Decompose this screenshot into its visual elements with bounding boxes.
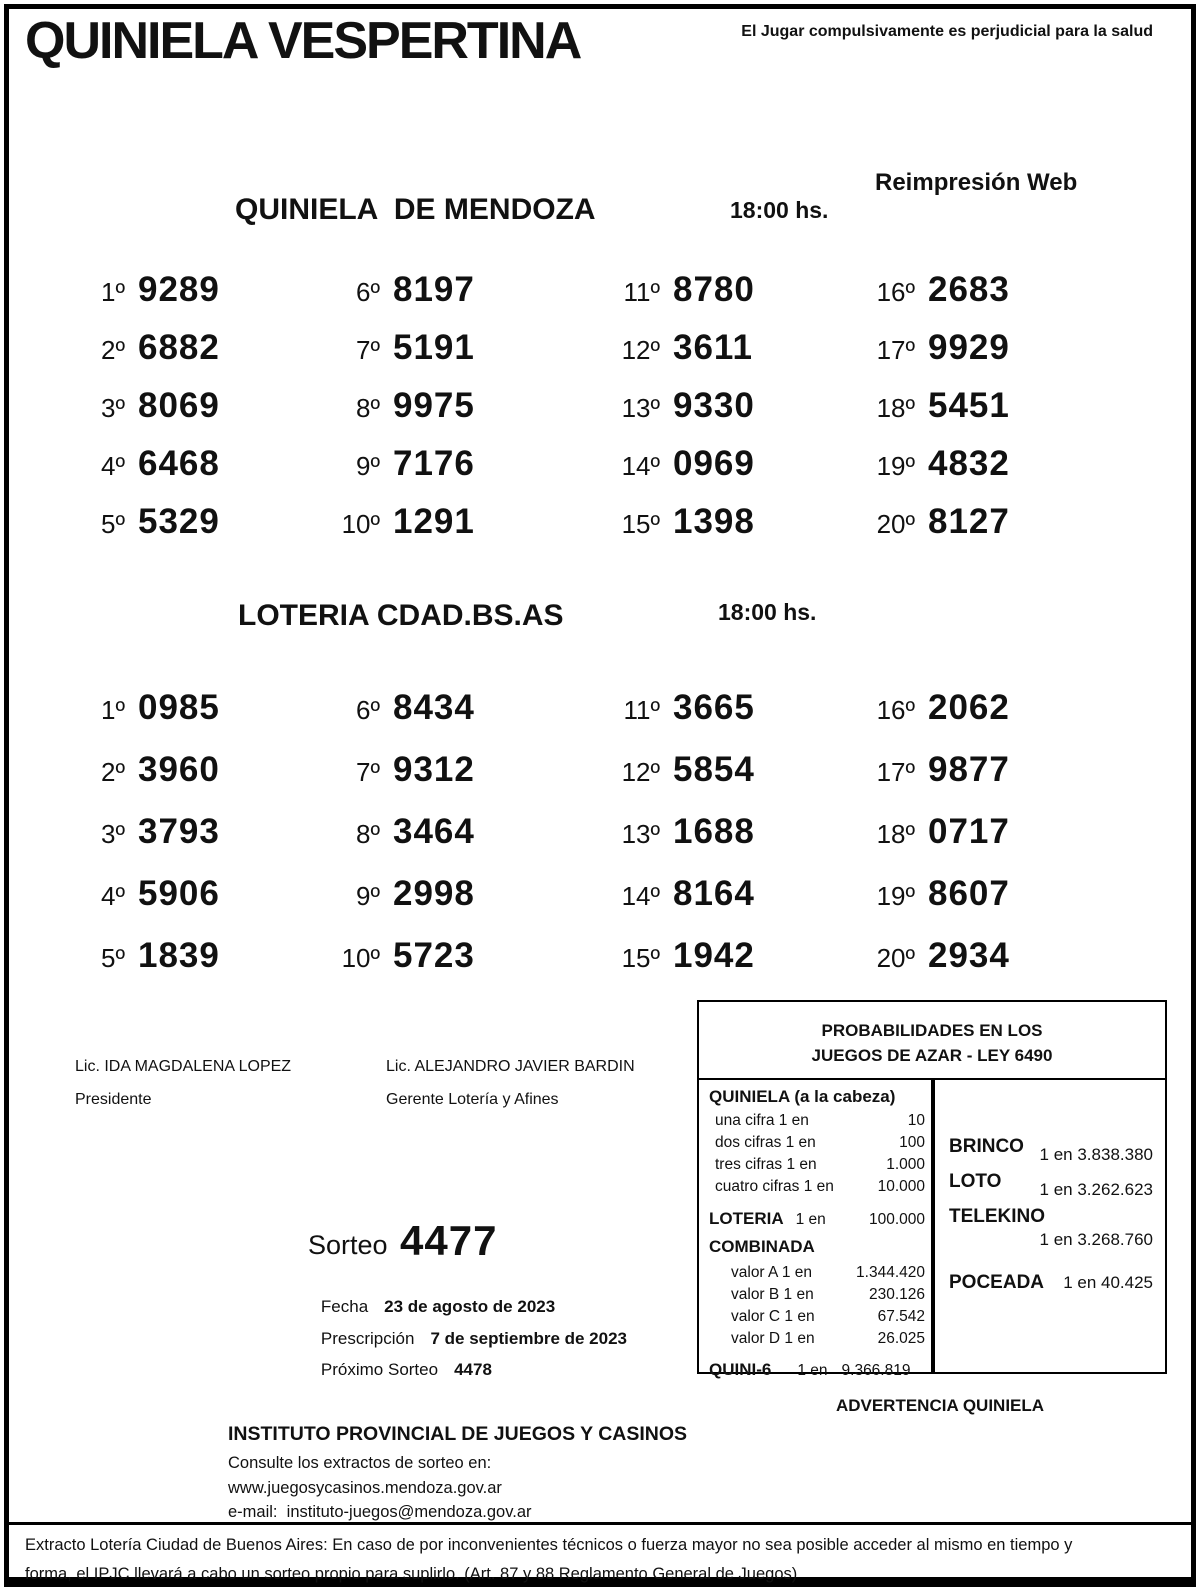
result-position: 19º [876,881,915,911]
odds-row [709,1306,925,1328]
result-position: 1º [101,695,125,725]
result-number: 3611 [673,328,753,367]
result-position: 2º [101,335,125,365]
telekino-value: 1 en 3.268.760 [1039,1230,1153,1249]
fecha-label: Fecha [320,1297,369,1316]
brinco-label: BRINCO [949,1136,1024,1157]
result-number: 9312 [393,750,475,789]
result-number: 9289 [138,270,220,309]
probabilities-title [699,1002,1165,1080]
result-item [865,874,1135,936]
quini6-value: 9.366.819 [841,1362,911,1379]
brinco-odds [949,1136,1153,1165]
result-position: 13º [621,393,660,423]
quini6-odds-row [709,1360,925,1380]
result-position: 18º [876,393,915,423]
quini6-mid: 1 en [797,1362,828,1379]
footer-separator-line [9,1522,1191,1525]
odds-value: 67.542 [877,1308,925,1325]
loteria-odds-mid: 1 en [795,1211,826,1228]
result-number: 5906 [138,874,220,913]
result-number: 1688 [673,812,755,851]
result-item [610,444,865,502]
probabilities-title-line1: PROBABILIDADES EN LOS [821,1021,1043,1040]
footer-line-2: forma, el IPJC llevará a cabo un sorteo propio para suplirlo. (Art. 87 y 88 Reglamento General de Juegos) [25,1565,798,1583]
result-number: 3960 [138,750,220,789]
result-position: 20º [876,509,915,539]
odds-value: 1.344.420 [856,1264,925,1281]
result-number: 5329 [138,502,220,541]
result-position: 6º [356,695,380,725]
poceada-odds [949,1272,1153,1294]
bsas-section-title: LOTERIA CDAD.BS.AS [238,599,564,632]
odds-label: una cifra 1 en [715,1112,809,1129]
result-position: 3º [101,393,125,423]
result-number: 3793 [138,812,220,851]
institute-website: www.juegosycasinos.mendoza.gov.ar [228,1478,502,1497]
result-item [865,444,1135,502]
result-number: 5723 [393,936,475,975]
result-item [610,502,865,560]
result-position: 13º [621,819,660,849]
result-position: 16º [876,277,915,307]
mendoza-draw-time: 18:00 hs. [730,197,829,223]
result-item [865,688,1135,750]
result-number: 9929 [928,328,1010,367]
result-item [75,874,330,936]
sorteo-label: Sorteo [308,1230,388,1260]
loto-label: LOTO [949,1171,1002,1192]
result-position: 4º [101,451,125,481]
odds-row [709,1328,925,1350]
fecha-value: 23 de agosto de 2023 [384,1297,556,1316]
result-number: 8607 [928,874,1010,913]
result-position: 17º [876,757,915,787]
result-number: 5191 [393,328,475,367]
quini6-label: QUINI-6 [709,1360,772,1379]
result-position: 11º [623,277,660,307]
institute-consult-line: Consulte los extractos de sorteo en: [228,1454,492,1472]
probabilities-box [697,1000,1167,1379]
odds-row [709,1176,925,1198]
result-item [865,502,1135,560]
result-number: 4832 [928,444,1010,483]
result-number: 8434 [393,688,475,727]
result-position: 8º [356,819,380,849]
reprint-label: Reimpresión Web [875,169,1078,196]
result-position: 16º [876,695,915,725]
result-item [75,750,330,812]
result-item [610,688,865,750]
advertencia-title: ADVERTENCIA QUINIELA [835,1396,1045,1415]
result-position: 11º [623,695,660,725]
odds-label: dos cifras 1 en [715,1134,816,1151]
sorteo-number: 4477 [400,1217,498,1264]
combinada-title: COMBINADA [709,1237,815,1256]
prescripcion-label: Prescripción [320,1329,415,1348]
odds-value: 26.025 [877,1330,925,1347]
result-number: 8780 [673,270,755,309]
result-position: 14º [621,881,660,911]
quiniela-odds-rows [709,1110,925,1198]
result-item [610,328,865,386]
result-position: 3º [101,819,125,849]
result-number: 3464 [393,812,475,851]
page-title: QUINIELA VESPERTINA [25,12,581,70]
result-item [330,936,610,998]
result-number: 7176 [393,444,475,483]
poceada-label: POCEADA [949,1272,1045,1293]
result-number: 8127 [928,502,1010,541]
probabilities-left-column [699,1080,935,1379]
health-warning-text: El Jugar compulsivamente es perjudicial para la salud [741,23,1153,40]
result-number: 6882 [138,328,220,367]
result-number: 0969 [673,444,755,483]
result-item [75,688,330,750]
result-item [610,874,865,936]
result-item [330,688,610,750]
result-item [865,386,1135,444]
result-position: 8º [356,393,380,423]
odds-row [709,1262,925,1284]
result-position: 12º [621,335,660,365]
result-item [75,444,330,502]
prescripcion-value: 7 de septiembre de 2023 [430,1329,627,1348]
loteria-odds-label: LOTERIA [709,1209,784,1228]
result-number: 9877 [928,750,1010,789]
bsas-results-grid [75,688,1135,998]
result-number: 1839 [138,936,220,975]
signature-name-president: Lic. IDA MAGDALENA LOPEZ [75,1058,292,1075]
institute-name: INSTITUTO PROVINCIAL DE JUEGOS Y CASINOS [228,1423,688,1445]
loteria-odds-row [709,1207,925,1232]
odds-label: valor A 1 en [731,1264,813,1281]
result-position: 19º [876,451,915,481]
result-position: 18º [876,819,915,849]
result-position: 7º [356,757,380,787]
result-position: 7º [356,335,380,365]
result-position: 5º [101,509,125,539]
result-item [330,812,610,874]
loteria-odds-value: 100.000 [868,1211,925,1228]
result-number: 2062 [928,688,1010,727]
result-position: 6º [356,277,380,307]
odds-value: 100 [899,1134,925,1151]
odds-row [709,1132,925,1154]
result-number: 5854 [673,750,755,789]
odds-label: valor B 1 en [731,1286,814,1303]
result-number: 5451 [928,386,1010,425]
footer-line-1: Extracto Lotería Ciudad de Buenos Aires: En caso de por inconvenientes técnicos o fuerza mayor no sea posible acceder al mismo en tiempo y [25,1536,1073,1554]
result-number: 8069 [138,386,220,425]
result-item [75,270,330,328]
telekino-odds [949,1206,1153,1250]
result-item [865,812,1135,874]
result-number: 0985 [138,688,220,727]
result-item [75,328,330,386]
result-position: 4º [101,881,125,911]
combinada-rows [709,1262,925,1350]
result-item [610,812,865,874]
result-position: 5º [101,943,125,973]
result-number: 2683 [928,270,1010,309]
signature-role-manager: Gerente Lotería y Afines [386,1091,559,1108]
result-number: 0717 [928,812,1010,851]
result-position: 15º [621,509,660,539]
result-item [865,270,1135,328]
result-item [330,270,610,328]
result-item [610,386,865,444]
result-position: 10º [341,509,380,539]
odds-row [709,1154,925,1176]
result-position: 20º [876,943,915,973]
signature-role-president: Presidente [75,1091,152,1108]
result-item [75,386,330,444]
result-item [610,936,865,998]
result-item [610,270,865,328]
proximo-sorteo-row [302,1340,492,1400]
result-number: 9975 [393,386,475,425]
result-item [330,444,610,502]
result-position: 17º [876,335,915,365]
result-item [865,328,1135,386]
result-position: 1º [101,277,125,307]
result-item [330,750,610,812]
result-number: 9330 [673,386,755,425]
odds-value: 10 [907,1112,925,1129]
proximo-sorteo-label: Próximo Sorteo [320,1360,439,1379]
loto-value: 1 en 3.262.623 [1039,1180,1153,1199]
result-number: 8164 [673,874,755,913]
probabilities-title-line2: JUEGOS DE AZAR - LEY 6490 [811,1046,1053,1065]
result-item [330,386,610,444]
result-position: 14º [621,451,660,481]
bsas-draw-time: 18:00 hs. [718,599,817,625]
probabilities-right-column [935,1080,1165,1372]
odds-label: tres cifras 1 en [715,1156,817,1173]
proximo-sorteo-value: 4478 [454,1360,492,1379]
odds-row [709,1110,925,1132]
result-item [865,750,1135,812]
loto-odds [949,1171,1153,1200]
result-number: 2934 [928,936,1010,975]
result-position: 15º [621,943,660,973]
quiniela-odds-title: QUINIELA (a la cabeza) [709,1087,896,1106]
result-item [75,936,330,998]
document-page [4,4,1196,1587]
odds-value: 230.126 [868,1286,925,1303]
result-position: 12º [621,757,660,787]
odds-label: cuatro cifras 1 en [715,1178,834,1195]
result-position: 2º [101,757,125,787]
telekino-label: TELEKINO [949,1206,1046,1227]
result-number: 8197 [393,270,475,309]
result-item [865,936,1135,998]
odds-value: 1.000 [886,1156,925,1173]
result-item [75,502,330,560]
mendoza-results-grid [75,270,1135,560]
institute-email: e-mail: instituto-juegos@mendoza.gov.ar [228,1503,532,1521]
mendoza-section-title: QUINIELA DE MENDOZA [235,193,596,226]
result-item [330,502,610,560]
poceada-value: 1 en 40.425 [1063,1273,1153,1292]
result-item [330,874,610,936]
odds-row [709,1284,925,1306]
result-number: 1291 [393,502,475,541]
result-item [330,328,610,386]
result-position: 9º [356,451,380,481]
signature-name-manager: Lic. ALEJANDRO JAVIER BARDIN [386,1058,635,1075]
odds-value: 10.000 [877,1178,925,1195]
odds-label: valor D 1 en [731,1330,815,1347]
result-number: 1942 [673,936,755,975]
result-item [75,812,330,874]
advertencia-block [745,1396,1135,1424]
result-number: 2998 [393,874,475,913]
result-number: 1398 [673,502,755,541]
footer-legal-text [25,1531,1183,1589]
result-number: 6468 [138,444,220,483]
result-item [610,750,865,812]
result-position: 9º [356,881,380,911]
odds-label: valor C 1 en [731,1308,815,1325]
institute-block [228,1423,708,1525]
result-position: 10º [341,943,380,973]
brinco-value: 1 en 3.838.380 [1039,1145,1153,1164]
result-number: 3665 [673,688,755,727]
